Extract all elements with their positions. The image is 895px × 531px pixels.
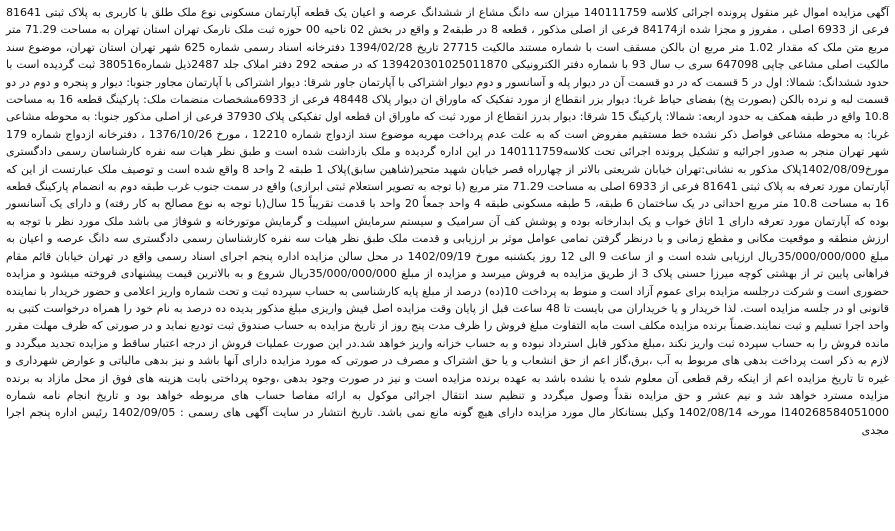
auction-notice-text: آگهی مزایده اموال غیر منقول پرونده اجرائی کلاسه 140111759 میزان سه دانگ مشاع از ششدانگ عرصه و اعیان یک قطعه آپارتمان مسکونی نوع ملک طلق با کاربری به پلاک ثبتی 81641 فرعی از 6933 اصلی ، مفروز و مجزا شده از84174 فرعی از اصلی مذکور ، قطعه 8 در طبقه2 و واقع در بخش 02 ناحیه 00 حوزه ثبت ملک نارمک تهران استان تهران به مساحت 71.29 متر مربع متن ملک که مقدار 1.02 متر مربع ان بالکن مسقف است با شماره مستند مالکیت 27715 تاریخ 1394/02/28 دفترخانه اسناد رسمی شماره 625 شهر تهران استان تهران، موضوع سند مالکیت اصلی مشاعی چاپی 647098 سری ب سال 93 با شماره دفتر الکترونیکی 139420301025011870 که در صفحه 292 دفتر املاک جلد 2487ذیل شماره380516 ثبت گردیده است با حدود ششدانگ: شمالا: اول در 5 قسمت که در دو قسمت آن در دیوار پله و آسانسور و دوم دیوار اشتراکی با آپارتمان جاور شرقا: دیوار اشتراکی با آپارتمان مجاور جنوبا: دیوار و پنجره و دوم در دو قسمت لبه و نرده بالکن (بصورت پخ) بفضای حیاط غربا: دیوار بزر انقطاع از مورد تفکیک که ماوراق ان دیوار پلاک 48448 فرعی از 6933مشخصات منضمات ملک: پارکینگ قطعه 16 به مساحت 10.8 واقع در طبقه همکف به حدود اربعه: شمالا: پارکینگ 15 شرقا: دیوار بدرز انقطاع از مورد ثبت که ماوراق ان قطعه اول تفکیکی پلاک 37930 فرعی از اصلی مذکور جنوبا: به محوطه مشاعی غربا: به محوطه مشاعی فواصل ذکر نشده خط مستقیم مفروض است که به علت عدم پرداخت مهریه موضوع سند ازدواج شماره 12210 ، مورخ 1376/10/26 ، دفترخانه ازدواج شماره 179 شهر تهران منجر به صدور اجرائیه و تشکیل پرونده اجرائی تحت کلاسه140111759 در این اداره گردیده و ملک بازداشت شده است و طبق نظر هیات سه نفره کارشناسان رسمی دادگستری مورخ1402/08/09پلاک مذکور به نشانی:تهران خیابان شریعتی بالاتر از چهارراه قصر خیابان شهید متحیر(شاهین سابق)پلاک 1 طبقه 2 واحد 8 واقع شده است و توصیف ملک عبارتست از این که آپارتمان مورد تعرفه به پلاک ثبتی 81641 فرعی از 6933 اصلی به مساحت 71.29 متر مربع (با توجه به تصویر استعلام ثبتی ابرازی) واقع در سمت جنوب غرب طبقه دوم به انضمام پارکینگ قطعه 16 به مساحت 10.8 متر مربع احداثی در یک ساختمان 6 طبقه، 5 طبقه مسکونی طبقه 4 واحد جمعاً 20 واحد با قدمت تقریباً 15 سال(با توجه به نوع مصالح به کار رفته) و دارای یک آسانسور بوده که آپارتمان مورد تعرفه دارای 1 اتاق خواب و یک ابدارخانه بوده و پوشش کف آن سرامیک و سیستم سرمایش اسپیلت و گرمایش موتورخانه و شوفاژ می باشد ملک مورد نظر با توجه به ارزش منطقه و موقعیت مکانی و مقطع زمانی و با درنظر گرفتن تمامی عوامل موثر بر ارزیابی و قدمت ملک طبق نظر هیات سه نفره کارشناسان رسمی دادگستری سه دانگ عرصه و اعیان به مبلغ 35/000/000/000ریال ارزیابی شده است و از ساعت 9 الی 12 روز یکشنبه مورخ 1402/09/19 در محل سالن مزایده اداره پنجم اجرای اسناد رسمی واقع در تهران خیابان قائم مقام فراهانی پایین تر از بهشتی کوچه میرزا حسنی پلاک 3 از طریق مزایده به فروش میرسد و مزایده از مبلغ 35/000/000/000ریال شروع و به بالاترین قیمت پیشنهادی فروخته میشود و مزایده حضوری است و شرکت درجلسه مزایده برای عموم آزاد است و منوط به پرداخت 10(ده) درصد از مبلغ پایه کارشناسی به حساب سپرده ثبت و تحت شماره واریز اعلامی و حضور خریدار با نماینده قانونی او در جلسه مزایده است. لذا خریدار و یا خریداران می بایست تا 48 ساعت قبل از پایان وقت مزایده اصل فیش واریزی مبلغ مذکور بدیده ده درصد به نام خود را همراه درخواست کتبی به واحد اجرا تسلیم و ثبت نمایند.ضمناً برنده مزایده مکلف است مابه التفاوت مبلغ فروش را ظرف مدت پنج روز از تاریخ مزایده به حساب صندوق ثبت تودیع نماید و در صورتی که ظرف مهلت مقرر مانده فروش را به حساب سپرده ثبت واریز نکند ،مبلغ مذکور قابل استرداد نبوده و به حساب خزانه واریز خواهد شد.در این صورت عملیات فروش از درجه اعتبار ساقط و مزایده تجدید میگردد و لازم به ذکر است پرداخت بدهی های مربوط به آب ،برق،گاز اعم از حق انشعاب و یا حق اشتراک و مصرف در صورتی که مورد مزایده دارای آنها باشد و نیز بدهی مالیاتی و عوارض شهرداری و غیره تا تاریخ مزایده اعم از اینکه رقم قطعی آن معلوم شده یا نشده باشد به عهده برنده مزایده است و نیز در صورت وجود بدهی ،وجوه پرداختی بابت هزینه های فوق از محل مازاد به برنده مزایده مسترد خواهد شد و نیم عشر و حق مزایده نقداً وصول میگردد و تنظیم سند انتقال اجرائی موکول به ارائه مفاصا حساب های مربوطه خواهد بود و تاریخ انجام نامه شماره 140268584051000ا مورخه 1402/08/14 وکیل بستانکار مال مورد مزایده دارای هیچ گونه مانع نمی باشد. تاریخ انتشار در سایت آگهی های رسمی : 1402/09/05 رئیس اداره پنجم اجرا مجدی [6, 6, 890, 437]
